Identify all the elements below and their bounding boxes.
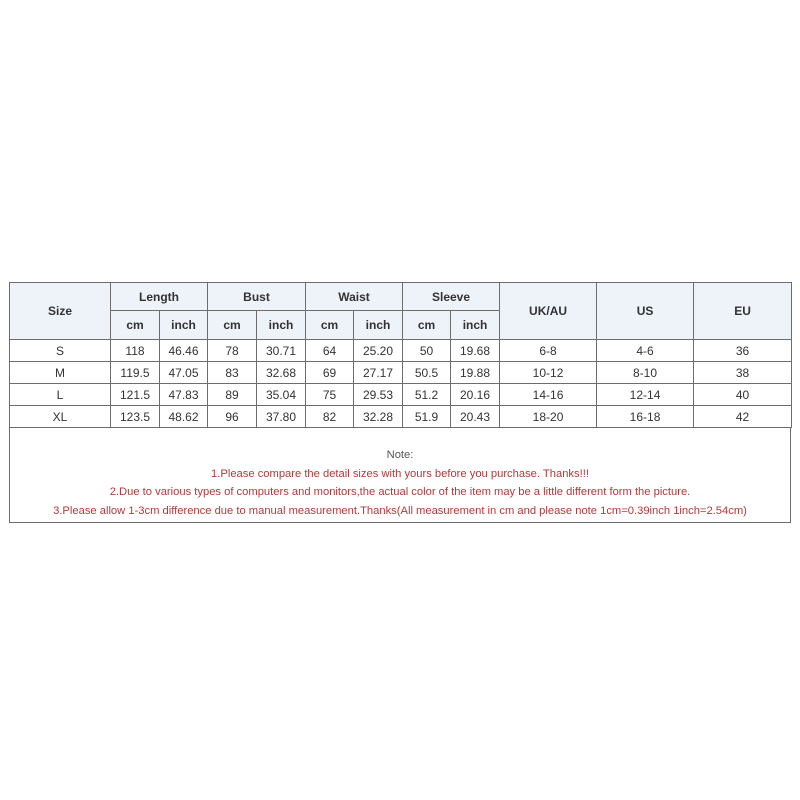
header-sleeve-inch: inch bbox=[451, 311, 500, 340]
cell-sleeve-inch: 19.88 bbox=[451, 362, 500, 384]
header-bust-cm: cm bbox=[208, 311, 257, 340]
table-row bbox=[10, 362, 792, 384]
header-bust: Bust bbox=[208, 283, 306, 311]
note-title: Note: bbox=[386, 449, 414, 461]
cell-eu: 36 bbox=[694, 340, 792, 362]
cell-waist-cm: 64 bbox=[306, 340, 354, 362]
cell-uk-au: 14-16 bbox=[500, 384, 597, 406]
cell-sleeve-cm: 50.5 bbox=[403, 362, 451, 384]
cell-bust-inch: 37.80 bbox=[257, 406, 306, 428]
header-waist: Waist bbox=[306, 283, 403, 311]
note-line-1: 1.Please compare the detail sizes with yours before you purchase. Thanks!!! bbox=[211, 467, 589, 480]
cell-sleeve-inch: 20.43 bbox=[451, 406, 500, 428]
cell-length-cm: 123.5 bbox=[111, 406, 160, 428]
cell-sleeve-cm: 51.9 bbox=[403, 406, 451, 428]
cell-us: 4-6 bbox=[597, 340, 694, 362]
header-length: Length bbox=[111, 283, 208, 311]
cell-sleeve-inch: 20.16 bbox=[451, 384, 500, 406]
size-chart-table bbox=[9, 282, 792, 428]
table-row bbox=[10, 406, 792, 428]
cell-length-inch: 46.46 bbox=[160, 340, 208, 362]
cell-sleeve-cm: 50 bbox=[403, 340, 451, 362]
cell-us: 16-18 bbox=[597, 406, 694, 428]
header-size: Size bbox=[10, 283, 111, 340]
cell-waist-cm: 75 bbox=[306, 384, 354, 406]
header-waist-cm: cm bbox=[306, 311, 354, 340]
cell-bust-cm: 83 bbox=[208, 362, 257, 384]
cell-size: XL bbox=[10, 406, 111, 428]
size-chart-sheet bbox=[9, 282, 791, 523]
header-eu: EU bbox=[694, 283, 792, 340]
header-length-cm: cm bbox=[111, 311, 160, 340]
cell-size: L bbox=[10, 384, 111, 406]
cell-waist-cm: 82 bbox=[306, 406, 354, 428]
cell-uk-au: 10-12 bbox=[500, 362, 597, 384]
cell-bust-inch: 32.68 bbox=[257, 362, 306, 384]
cell-bust-cm: 89 bbox=[208, 384, 257, 406]
header-length-inch: inch bbox=[160, 311, 208, 340]
cell-bust-cm: 96 bbox=[208, 406, 257, 428]
cell-length-cm: 121.5 bbox=[111, 384, 160, 406]
header-us: US bbox=[597, 283, 694, 340]
cell-length-inch: 47.83 bbox=[160, 384, 208, 406]
cell-size: M bbox=[10, 362, 111, 384]
cell-waist-inch: 25.20 bbox=[354, 340, 403, 362]
header-row-groups bbox=[10, 283, 792, 311]
cell-eu: 42 bbox=[694, 406, 792, 428]
header-waist-inch: inch bbox=[354, 311, 403, 340]
cell-waist-inch: 27.17 bbox=[354, 362, 403, 384]
cell-waist-inch: 32.28 bbox=[354, 406, 403, 428]
cell-length-inch: 47.05 bbox=[160, 362, 208, 384]
cell-waist-inch: 29.53 bbox=[354, 384, 403, 406]
cell-size: S bbox=[10, 340, 111, 362]
cell-bust-cm: 78 bbox=[208, 340, 257, 362]
notes-box bbox=[9, 428, 791, 523]
cell-bust-inch: 35.04 bbox=[257, 384, 306, 406]
table-row bbox=[10, 384, 792, 406]
header-sleeve: Sleeve bbox=[403, 283, 500, 311]
cell-eu: 38 bbox=[694, 362, 792, 384]
cell-sleeve-inch: 19.68 bbox=[451, 340, 500, 362]
note-line-2: 2.Due to various types of computers and monitors,the actual color of the item may be a little different form the picture. bbox=[109, 486, 691, 498]
table-row bbox=[10, 340, 792, 362]
cell-length-cm: 119.5 bbox=[111, 362, 160, 384]
cell-uk-au: 6-8 bbox=[500, 340, 597, 362]
header-bust-inch: inch bbox=[257, 311, 306, 340]
cell-waist-cm: 69 bbox=[306, 362, 354, 384]
cell-uk-au: 18-20 bbox=[500, 406, 597, 428]
cell-us: 8-10 bbox=[597, 362, 694, 384]
cell-bust-inch: 30.71 bbox=[257, 340, 306, 362]
cell-length-inch: 48.62 bbox=[160, 406, 208, 428]
cell-sleeve-cm: 51.2 bbox=[403, 384, 451, 406]
cell-eu: 40 bbox=[694, 384, 792, 406]
cell-us: 12-14 bbox=[597, 384, 694, 406]
header-sleeve-cm: cm bbox=[403, 311, 451, 340]
cell-length-cm: 118 bbox=[111, 340, 160, 362]
note-line-3: 3.Please allow 1-3cm difference due to manual measurement.Thanks(All measurement in cm and please note 1cm=0.39inch 1inch=2.54cm) bbox=[53, 504, 747, 517]
header-uk-au: UK/AU bbox=[500, 283, 597, 340]
